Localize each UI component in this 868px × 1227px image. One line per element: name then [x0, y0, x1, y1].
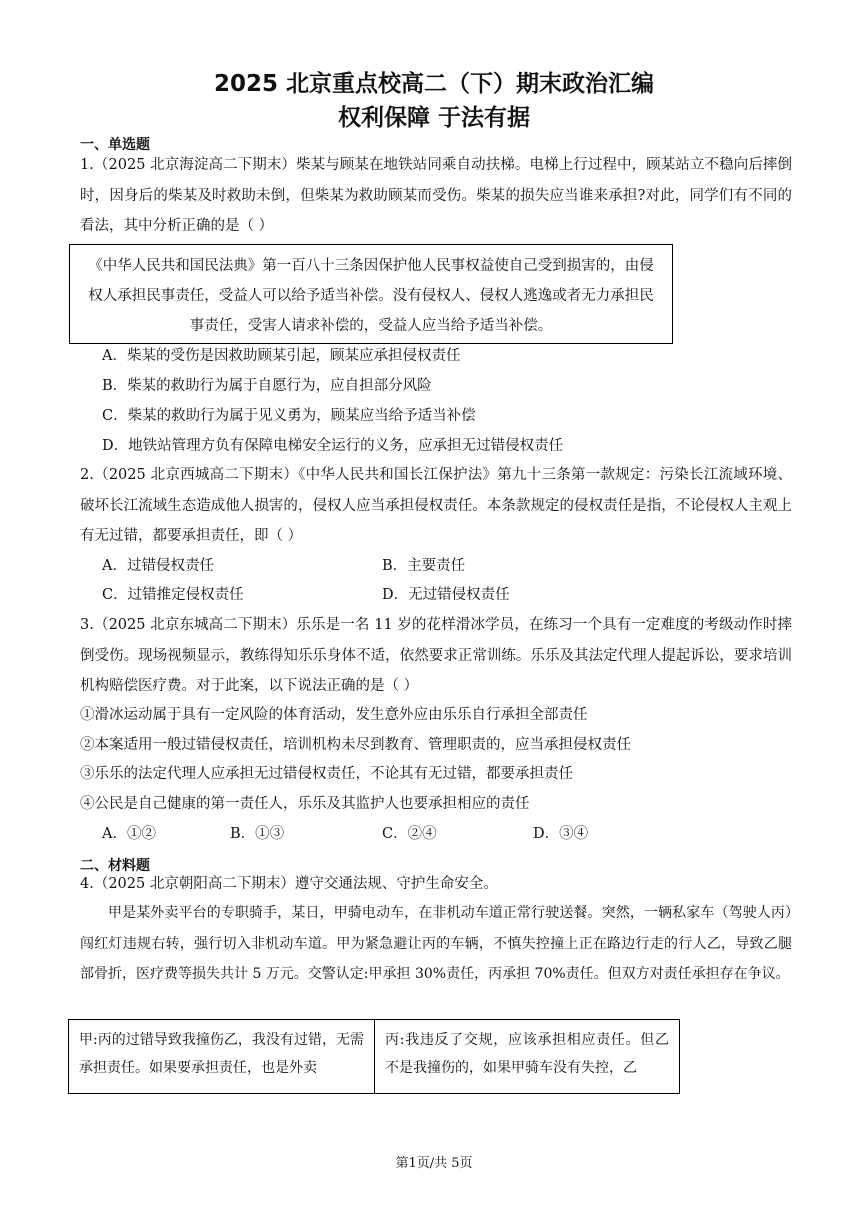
- dispute-party-jia: 甲:丙的过错导致我撞伤乙，我没有过错，无需承担责任。如果要承担责任，也是外卖: [79, 1032, 364, 1076]
- question-3-option-c: C．②④: [382, 826, 437, 842]
- question-3-option-b: B．①③: [230, 826, 285, 842]
- question-1-stem: 1.（2025 北京海淀高二下期末）柴某与顾某在地铁站同乘自动扶梯。电梯上行过程中，顾某站立不稳向后摔倒时，因身后的柴某及时救助未倒，但柴某为救助顾某而受伤。柴某的损失应当谁来承担?对此，同学们有不同的看法，其中分析正确的是（ ）: [80, 157, 792, 234]
- question-3-option-d: D．③④: [533, 826, 589, 842]
- question-4-stem: 4.（2025 北京朝阳高二下期末）遵守交通法规、守护生命安全。: [80, 876, 498, 892]
- question-3-statement-4: ④公民是自己健康的第一责任人，乐乐及其监护人也要承担相应的责任: [80, 796, 530, 812]
- page-footer: 第1页/共 5页: [395, 1156, 473, 1171]
- section-heading-material: 二、材料题: [80, 858, 150, 874]
- question-2-option-b: B．主要责任: [382, 558, 466, 574]
- question-3-statement-3: ③乐乐的法定代理人应承担无过错侵权责任，不论其有无过错，都要承担责任: [80, 766, 573, 782]
- dispute-table: [68, 1019, 680, 1094]
- question-4-material: 甲是某外卖平台的专职骑手，某日，甲骑电动车，在非机动车道正常行驶送餐。突然，一辆私家车（驾驶人丙）闯红灯违规右转，强行切入非机动车道。甲为紧急避让丙的车辆，不慎失控撞上正在路边行走的行人乙，导致乙腿部骨折，医疗费等损失共计 5 万元。交警认定:甲承担 30%责任，丙承担 70%责任。但双方对责任承担存在争议。: [80, 905, 792, 982]
- dispute-party-bing: 丙:我违反了交规，应该承担相应责任。但乙不是我撞伤的，如果甲骑车没有失控，乙: [374, 1020, 679, 1093]
- question-1-option-b: B．柴某的救助行为属于自愿行为，应自担部分风险: [102, 378, 432, 394]
- question-2-option-c: C．过错推定侵权责任: [102, 587, 244, 603]
- document-title: 2025 北京重点校高二（下）期末政治汇编: [213, 71, 655, 97]
- question-1-quote-box: 《中华人民共和国民法典》第一百八十三条因保护他人民事权益使自己受到损害的，由侵权人承担民事责任，受益人可以给予适当补偿。没有侵权人、侵权人逃逸或者无力承担民事责任，受害人请求补偿的，受益人应当给予适当补偿。: [69, 244, 673, 344]
- question-2-option-d: D．无过错侵权责任: [382, 587, 510, 603]
- question-3-option-a: A．①②: [102, 826, 156, 842]
- question-1-option-a: A．柴某的受伤是因救助顾某引起，顾某应承担侵权责任: [102, 348, 461, 364]
- document-subtitle: 权利保障 于法有据: [337, 105, 530, 131]
- question-1-option-c: C．柴某的救助行为属于见义勇为，顾某应当给予适当补偿: [102, 408, 476, 424]
- section-heading-single-choice: 一、单选题: [80, 137, 150, 153]
- question-2-stem: 2.（2025 北京西城高二下期末）《中华人民共和国长江保护法》第九十三条第一款规定：污染长江流域环境、破坏长江流域生态造成他人损害的，侵权人应当承担侵权责任。本条款规定的侵权责任是指，不论侵权人主观上有无过错，都要承担责任，即（ ）: [80, 467, 792, 544]
- question-3-stem: 3.（2025 北京东城高二下期末）乐乐是一名 11 岁的花样滑冰学员，在练习一个具有一定难度的考级动作时摔倒受伤。现场视频显示，教练得知乐乐身体不适，依然要求正常训练。乐乐及其法定代理人提起诉讼，要求培训机构赔偿医疗费。对于此案，以下说法正确的是（ ）: [80, 617, 792, 694]
- question-2-option-a: A．过错侵权责任: [102, 558, 214, 574]
- question-3-statement-1: ①滑冰运动属于具有一定风险的体育活动，发生意外应由乐乐自行承担全部责任: [80, 707, 588, 723]
- question-3-statement-2: ②本案适用一般过错侵权责任，培训机构未尽到教育、管理职责的，应当承担侵权责任: [80, 737, 631, 753]
- question-1-option-d: D．地铁站管理方负有保障电梯安全运行的义务，应承担无过错侵权责任: [102, 438, 564, 454]
